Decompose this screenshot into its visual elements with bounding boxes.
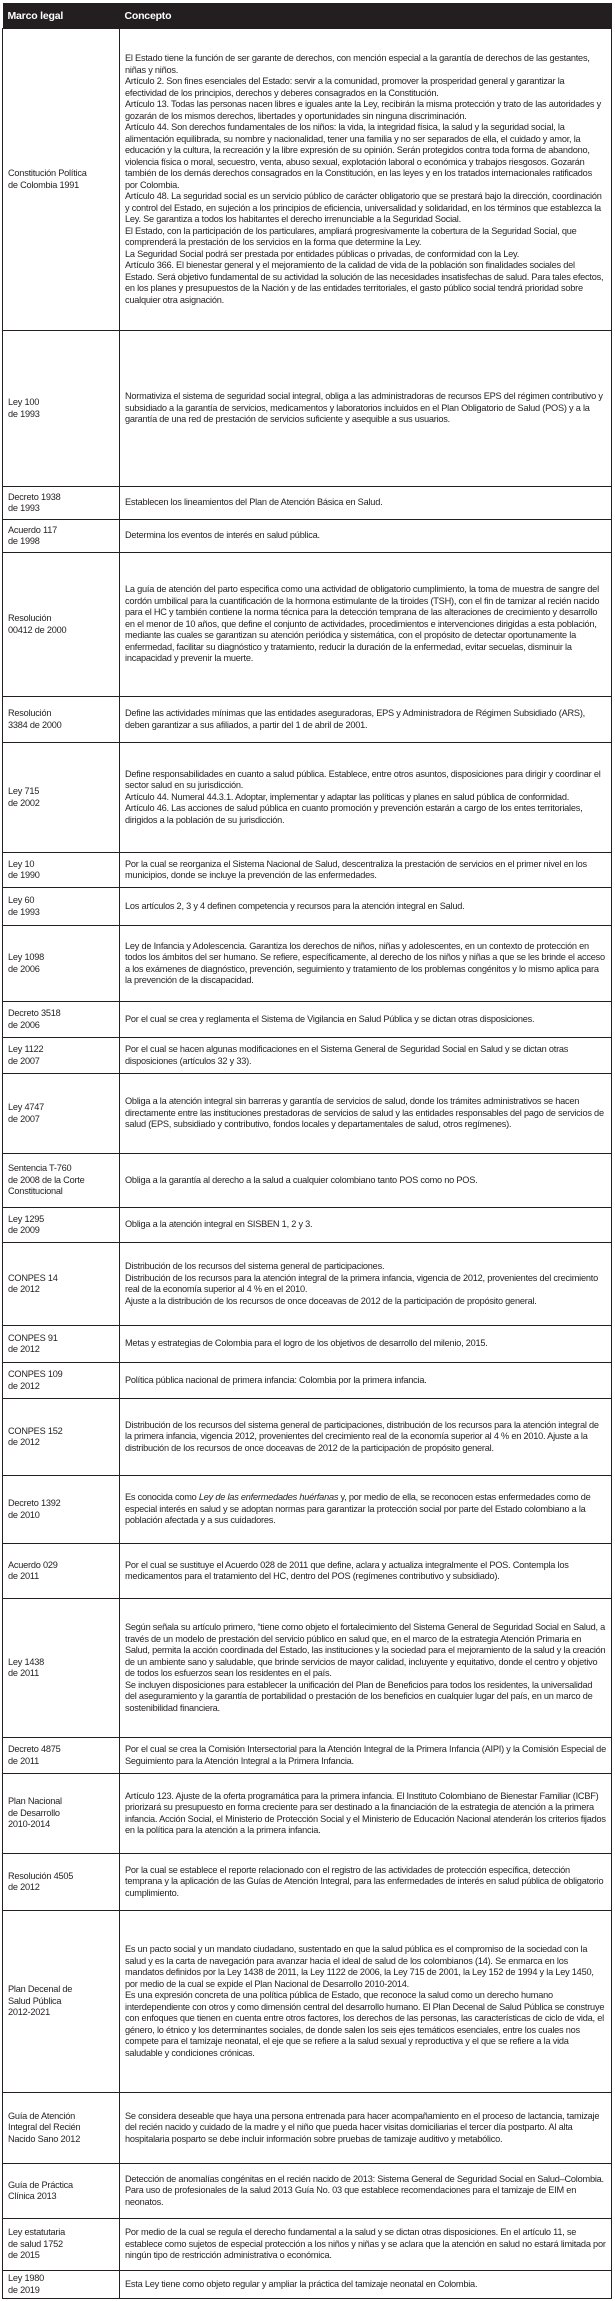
marco-legal-cell — [3, 29, 120, 331]
header-marco-legal: Marco legal — [3, 3, 120, 29]
concepto-paragraph: Detección de anomalías congénitas en el recién nacido de 2013: Sistema General de Seguridad Social en Salud–Colombia. Para uso de profesionales de la salud 2013 Guía No. 03 que establece recomendaciones para el tamizaje de EIM en neonatos. — [125, 2173, 604, 2207]
concepto-cell — [120, 926, 612, 1002]
concepto-paragraph: Por la cual se reorganiza el Sistema Nacional de Salud, descentraliza la prestación de servicios en el primer nivel en los municipios, donde se incluye la prevención de las enfermedades. — [125, 858, 587, 880]
table-row — [3, 888, 612, 926]
concepto-paragraph: Obliga a la atención integral sin barreras y garantía de servicios de salud, donde los trámites administrativos se hacen directamente entre las instituciones prestadoras de servicios de salud y las entidades responsables del pago de servicios de salud (EPS, subsidiado y contributivo, fondos locales y departamentales de salud, otros regímenes). — [125, 1096, 604, 1130]
marco-legal-line: de 2012 — [8, 1882, 40, 1892]
marco-legal-cell — [3, 1363, 120, 1399]
marco-legal-cell — [3, 553, 120, 697]
marco-legal-line: Decreto 1938 — [8, 491, 61, 502]
marco-legal-cell — [3, 520, 120, 553]
concepto-paragraph: Ley de Infancia y Adolescencia. Garantiza los derechos de niños, niñas y adolescentes, en un contexto de protección en todos los ámbitos del ser humano. Se refiere, específicamente, al derecho de los niños y niñas a que se les brinde el acceso a los exámenes de diagnóstico, prevención, seguimiento y tratamiento de los problemas congénitos y lo mismo aplica para la prevención de la discapacidad. — [125, 940, 605, 985]
concepto-cell — [120, 331, 612, 487]
table-row — [3, 1074, 612, 1154]
marco-legal-cell — [3, 1476, 120, 1544]
legal-framework-table — [2, 3, 612, 2299]
table-row — [3, 1544, 612, 1599]
marco-legal-cell — [3, 1208, 120, 1243]
marco-legal-line: Constitucional — [8, 1186, 63, 1197]
concepto-cell — [120, 1476, 612, 1544]
table-row — [3, 1002, 612, 1038]
concepto-cell — [120, 1544, 612, 1599]
marco-legal-line: Decreto 4875 — [8, 1744, 61, 1754]
marco-legal-line: Ley 1438 — [8, 1656, 45, 1667]
marco-legal-line: CONPES 152 — [8, 1425, 63, 1436]
concepto-cell — [120, 1326, 612, 1363]
marco-legal-line: Guía de Atención — [8, 2110, 75, 2121]
table-row — [3, 1911, 612, 2093]
concepto-paragraph: Es una expresión concreta de una política pública de Estado, que reconoce la salud como un derecho humano interdependiente con otros y como dimensión central del desarrollo humano. El Plan Decenal de Salud Pública se construye con enfoques que tienen en cuenta entre otros factores, los derechos de las personas, las características de ciclo de vida, el género, lo étnico y los determinantes sociales, de donde salen los seis ejes temáticos esenciales, entre los cuales nos compete para el tamizaje neonatal, el eje que se refiere a la salud sexual y reproductiva y el que se refiere a la vida saludable y condiciones crónicas. — [125, 1990, 605, 2058]
marco-legal-line: 00412 de 2000 — [8, 624, 67, 635]
concepto-paragraph: Normativiza el sistema de seguridad social integral, obliga a las administradoras de recursos EPS del régimen contributivo y subsidiado a la garantía de servicios, medicamentos y laboratorios incluidos en el Plan Obligatorio de Salud (POS) y a la garantía de una red de prestación de servicios suficiente y asequible a sus usuarios. — [125, 391, 603, 425]
marco-legal-line: Ley estatutaria — [8, 2227, 65, 2238]
table-row — [3, 1774, 612, 1854]
marco-legal-line: Ley 1295 — [8, 1213, 45, 1224]
concepto-paragraph: Se considera deseable que haya una persona entrenada para hacer acompañamiento en el proceso de lactancia, tamizaje del recién nacido y cuidado de la madre y el niño que pueda hacer visitas domiciliarias el tercer día postparto. Al alta hospitalaria posparto se debe incluir información sobre pruebas de tamizaje auditivo y metabólico. — [125, 2110, 600, 2144]
marco-legal-line: de 1993 — [8, 906, 40, 917]
marco-legal-line: Ley 1980 — [8, 2273, 45, 2283]
concepto-paragraph: Distribución de los recursos del sistema general de participaciones. — [125, 1261, 385, 1271]
marco-legal-line: Plan Decenal de — [8, 1984, 73, 1995]
concepto-paragraph — [125, 1492, 606, 1527]
marco-legal-cell — [3, 1154, 120, 1208]
marco-legal-line: de 2012 — [8, 1437, 40, 1447]
table-row — [3, 2164, 612, 2219]
marco-legal-line: Acuerdo 117 — [8, 524, 57, 535]
marco-legal-line: 2012-2021 — [8, 2007, 50, 2018]
concepto-cell — [120, 1002, 612, 1038]
concepto-paragraph: Se incluyen disposiciones para establecer la unificación del Plan de Beneficios para todos los residentes, la universalidad del aseguramiento y la garantía de portabilidad o prestación de los beneficios en cualquier lugar del país, en un marco de sostenibilidad financiera. — [125, 1679, 593, 1713]
table-row — [3, 1326, 612, 1363]
marco-legal-line: Decreto 3518 — [8, 1008, 61, 1018]
table-row — [3, 1363, 612, 1399]
marco-legal-line: de 2011 — [8, 1668, 39, 1678]
concepto-cell — [120, 1074, 612, 1154]
marco-legal-line: 2010-2014 — [8, 1819, 50, 1830]
concepto-text: y, por medio de ella, se reconocen estas enfermedades como de especial interés en salud y se adoptan normas para garantizar la protección social por parte del Estado colombiano a la población afectada y a sus cuidadores. — [125, 1492, 591, 1526]
marco-legal-line: de 2007 — [8, 1055, 40, 1066]
marco-legal-line: Ley 100 — [8, 397, 40, 407]
concepto-cell — [120, 853, 612, 888]
marco-legal-cell — [3, 743, 120, 853]
table-row — [3, 1476, 612, 1544]
table-row — [3, 2219, 612, 2271]
concepto-paragraph: El Estado tiene la función de ser garante de derechos, con mención especial a la garantía de derechos de las gestantes, niñas y niños. — [125, 53, 590, 75]
concepto-paragraph: Por el cual se hacen algunas modificaciones en el Sistema General de Seguridad Social en Salud y se dictan otras disposiciones (artículos 32 y 33). — [125, 1044, 569, 1066]
concepto-paragraph: Por el cual se sustituye el Acuerdo 028 de 2011 que define, aclara y actualiza integralmente el POS. Contempla los medicamentos para el tratamiento del HC, dentro del POS (regímenes contributivo y subsidiado). — [125, 1559, 569, 1581]
concepto-cell — [120, 2219, 612, 2271]
concepto-paragraph: Política pública nacional de primera infancia: Colombia por la primera infancia. — [125, 1374, 427, 1385]
table-row — [3, 553, 612, 697]
concepto-paragraph: Artículo 44. Numeral 44.3.1. Adoptar, implementar y adaptar las políticas y planes en salud pública de conformidad. — [125, 791, 570, 802]
marco-legal-line: 3384 de 2000 — [8, 719, 62, 730]
header-concepto: Concepto — [120, 3, 612, 29]
concepto-paragraph: Esta Ley tiene como objeto regular y ampliar la práctica del tamizaje neonatal en Colombia. — [125, 2278, 478, 2289]
table-row — [3, 331, 612, 487]
concepto-paragraph: Según señala su artículo primero, “tiene como objeto el fortalecimiento del Sistema General de Seguridad Social en Salud, a través de un modelo de prestación del servicio público en salud que, en el marco de la estrategia Atención Primaria en Salud, permita la acción coordinada del Estado, las instituciones y la sociedad para el mejoramiento de la salud y la creación de un ambiente sano y saludable, que brinde servicios de mayor calidad, incluyente y equitativo, donde el centro y objetivo de todos los esfuerzos sean los residentes en el país. — [125, 1622, 606, 1678]
table-row — [3, 1599, 612, 1738]
marco-legal-cell — [3, 1738, 120, 1774]
concepto-paragraph: El Estado, con la participación de los particulares, ampliará progresivamente la cobertura de la Seguridad Social, que comprenderá la prestación de los servicios en la forma que determine la Ley. — [125, 225, 577, 247]
marco-legal-cell — [3, 1399, 120, 1476]
marco-legal-line: Ley 60 — [8, 895, 35, 905]
concepto-paragraph: Define las actividades mínimas que las entidades aseguradoras, EPS y Administradora de Régimen Subsidiado (ARS), deben garantizar a sus afiliados, a partir del 1 de abril de 2001. — [125, 708, 586, 730]
marco-legal-line: de 2010 — [8, 1509, 40, 1520]
concepto-paragraph: Artículo 2. Son fines esenciales del Estado: servir a la comunidad, promover la prosperidad general y garantizar la efectividad de los principios, derechos y deberes consagrados en la Constitución. — [125, 76, 565, 98]
concepto-text: Es conocida como — [125, 1492, 199, 1503]
table-row — [3, 1208, 612, 1243]
marco-legal-line: Ley 10 — [8, 858, 35, 869]
concepto-paragraph: Artículo 13. Todas las personas nacen libres e iguales ante la Ley, recibirán la misma protección y trato de las autoridades y gozarán de los mismos derechos, libertades y oportunidades sin ninguna discriminación. — [125, 99, 601, 121]
concepto-cell — [120, 2164, 612, 2219]
marco-legal-cell — [3, 1002, 120, 1038]
marco-legal-line: Resolución 4505 — [8, 1870, 74, 1881]
concepto-paragraph: Artículo 48. La seguridad social es un servicio público de carácter obligatorio que se prestará bajo la dirección, coordinación y control del Estado, en sujeción a los principios de eficiencia, universalidad y solidaridad, en los términos que establezca la Ley. Se garantiza a todos los habitantes el derecho irrenunciable a la Seguridad Social. — [125, 191, 602, 224]
marco-legal-cell — [3, 1326, 120, 1363]
concepto-cell — [120, 520, 612, 553]
marco-legal-line: Clínica 2013 — [8, 2191, 57, 2201]
marco-legal-line: de 2007 — [8, 1113, 40, 1124]
marco-legal-line: de 2015 — [8, 2250, 40, 2261]
concepto-paragraph: Artículo 44. Son derechos fundamentales de los niños: la vida, la integridad física, la salud y la seguridad social, la alimentación equilibrada, su nombre y nacionalidad, tener una familia y no ser separados de ella, el cuidado y amor, la educación y la cultura, la recreación y la libre expresión de su opinión. Serán protegidos contra toda forma de abandono, violencia física o moral, secuestro, venta, abuso sexual, explotación laboral o económica y trabajos riesgosos. Gozarán también de los demás derechos consagrados en la Constitución, en las leyes y en los tratados internacionales ratificados por Colombia. — [125, 122, 592, 190]
table-row — [3, 520, 612, 553]
concepto-paragraph: Artículo 366. El bienestar general y el mejoramiento de la calidad de vida de la población son finalidades sociales del Estado. Será objetivo fundamental de su actividad la solución de las necesidades insatisfechas de salud. Para tales efectos, en los planes y presupuestos de la Nación y de las entidades territoriales, el gasto público social tendrá prioridad sobre cualquier otra asignación. — [125, 260, 604, 305]
concepto-paragraph: Distribución de los recursos para la atención integral de la primera infancia, vigencia de 2012, provenientes del crecimiento real de la economía superior al 4 % en el 2010. — [125, 1272, 598, 1294]
marco-legal-line: CONPES 109 — [8, 1369, 63, 1379]
concepto-cell — [120, 1399, 612, 1476]
concepto-paragraph: Obliga a la atención integral en SISBEN 1, 2 y 3. — [125, 1219, 313, 1230]
marco-legal-cell — [3, 331, 120, 487]
concepto-cell — [120, 1154, 612, 1208]
concepto-cell — [120, 1208, 612, 1243]
concepto-paragraph: Obliga a la garantía al derecho a la salud a cualquier colombiano tanto POS como no POS. — [125, 1174, 478, 1185]
marco-legal-line: de 2006 — [8, 963, 40, 974]
concepto-cell — [120, 1038, 612, 1074]
marco-legal-line: de 2002 — [8, 797, 40, 808]
concepto-cell — [120, 697, 612, 743]
concepto-paragraph: Artículo 123. Ajuste de la oferta programática para la primera infancia. El Instituto Colombiano de Bienestar Familiar (ICBF) priorizará su presupuesto en forma creciente para ser destinado a la financiación de la estrategia de atención a la primera infancia. Acción Social, el Ministerio de Protección Social y el Ministerio de Educación Nacional atenderán los criterios fijados en la política para la atención a la primera infancia. — [125, 1790, 606, 1835]
concepto-cell — [120, 1599, 612, 1738]
marco-legal-cell — [3, 1854, 120, 1911]
concepto-cell — [120, 2093, 612, 2164]
marco-legal-cell — [3, 2219, 120, 2271]
marco-legal-line: Integral del Recién — [8, 2122, 81, 2133]
table-row — [3, 1038, 612, 1074]
marco-legal-line: Ley 4747 — [8, 1102, 45, 1112]
marco-legal-line: Constitución Política — [8, 168, 87, 178]
marco-legal-cell — [3, 853, 120, 888]
concepto-paragraph: La guía de atención del parto especifica como una actividad de obligatorio cumplimiento, la toma de muestra de sangre del cordón umbilical para la cuantificación de la hormona estimulante de la tiroides (TSH), con el fin de tamizar al recién nacido para el HC y también contiene la norma técnica para la detección temprana de las alteraciones de crecimiento y desarrollo en el menor de 10 años, que define el conjunto de actividades, procedimientos e intervenciones dirigidas a esta población, mediante las cuales se garantizan su atención periódica y sistemática, con el propósito de detectar oportunamente la enfermedad, facilitar su diagnóstico y tratamiento, reducir la duración de la enfermedad, evitar secuelas, disminuir la incapacidad y prevenir la muerte. — [125, 584, 600, 664]
marco-legal-line: de 2012 — [8, 1284, 40, 1294]
marco-legal-line: de 1993 — [8, 408, 40, 419]
marco-legal-cell — [3, 926, 120, 1002]
concepto-paragraph: Define responsabilidades en cuanto a salud pública. Establece, entre otros asuntos, disposiciones para dirigir y coordinar el sector salud en su jurisdicción. — [125, 768, 601, 791]
marco-legal-cell — [3, 2164, 120, 2219]
concepto-paragraph: Por el cual se crea la Comisión Intersectorial para la Atención Integral de la Primera Infancia (AIPI) y la Comisión Especial de Seguimiento para la Atención Integral a la Primera Infancia. — [125, 1744, 606, 1766]
concepto-cell — [120, 553, 612, 697]
table-row — [3, 2271, 612, 2299]
marco-legal-line: CONPES 91 — [8, 1332, 58, 1343]
marco-legal-line: de 2019 — [8, 2284, 40, 2295]
marco-legal-cell — [3, 2093, 120, 2164]
marco-legal-cell — [3, 1599, 120, 1738]
marco-legal-cell — [3, 697, 120, 743]
marco-legal-line: Nacido Sano 2012 — [8, 2133, 81, 2144]
marco-legal-line: Ley 715 — [8, 786, 40, 796]
marco-legal-line: de 2009 — [8, 1225, 40, 1235]
concepto-cell — [120, 2271, 612, 2299]
marco-legal-cell — [3, 1774, 120, 1854]
marco-legal-line: Salud Pública — [8, 1995, 62, 2006]
concepto-cell — [120, 1243, 612, 1326]
concepto-cell — [120, 1363, 612, 1399]
marco-legal-cell — [3, 1243, 120, 1326]
table-row — [3, 926, 612, 1002]
concepto-cell — [120, 888, 612, 926]
table-header — [3, 3, 612, 29]
table-row — [3, 1154, 612, 1208]
table-row — [3, 2093, 612, 2164]
concepto-cell — [120, 487, 612, 520]
table-row — [3, 1399, 612, 1476]
marco-legal-line: Sentencia T-760 — [8, 1163, 72, 1174]
marco-legal-line: de 1998 — [8, 536, 40, 546]
concepto-paragraph: Los artículos 2, 3 y 4 definen competencia y recursos para la atención integral en Salud. — [125, 900, 465, 911]
concepto-cell — [120, 1774, 612, 1854]
concepto-paragraph: Artículo 46. Las acciones de salud pública en cuanto promoción y prevención estarán a cargo de los entes territoriales, dirigidos a la población de su jurisdicción. — [125, 803, 583, 825]
concepto-cell — [120, 743, 612, 853]
marco-legal-line: Resolución — [8, 708, 52, 718]
table-row — [3, 487, 612, 520]
marco-legal-line: de 2006 — [8, 1019, 40, 1030]
table-row — [3, 743, 612, 853]
concepto-paragraph: Ajuste a la distribución de los recursos de once doceavas de 2012 de la participación de propósito general. — [125, 1295, 537, 1306]
marco-legal-line: de 2008 de la Corte — [8, 1174, 85, 1185]
marco-legal-line: Guía de Práctica — [8, 2179, 73, 2190]
marco-legal-line: de 2011 — [8, 1571, 39, 1581]
marco-legal-line: Plan Nacional — [8, 1796, 62, 1807]
law-name-italic: Ley de las enfermedades huérfanas — [198, 1492, 339, 1503]
concepto-paragraph: Determina los eventos de interés en salud pública. — [125, 530, 320, 541]
table-row — [3, 697, 612, 743]
concepto-paragraph: Por medio de la cual se regula el derecho fundamental a la salud y se dictan otras disposiciones. En el artículo 11, se establece como sujetos de especial protección a los niños y niñas y se aclara que la atención en salud no estará limitada por ningún tipo de restricción administrativa o económica. — [125, 2227, 606, 2261]
concepto-cell — [120, 1911, 612, 2093]
marco-legal-line: de 2011 — [8, 1755, 39, 1766]
marco-legal-line: de salud 1752 — [8, 2238, 63, 2249]
marco-legal-line: Acuerdo 029 — [8, 1559, 58, 1570]
marco-legal-line: Ley 1122 — [8, 1044, 44, 1054]
marco-legal-line: de 2012 — [8, 1380, 40, 1391]
marco-legal-cell — [3, 487, 120, 520]
marco-legal-line: de 2012 — [8, 1344, 40, 1354]
marco-legal-line: Decreto 1392 — [8, 1498, 61, 1508]
concepto-paragraph: Por la cual se establece el reporte relacionado con el registro de las actividades de protección específica, detección temprana y la aplicación de las Guías de Atención Integral, para las enfermedades de interés en salud pública de obligatorio cumplimiento. — [125, 1864, 604, 1898]
table-row — [3, 853, 612, 888]
marco-legal-cell — [3, 1544, 120, 1599]
concepto-paragraph: Por el cual se crea y reglamenta el Sistema de Vigilancia en Salud Pública y se dictan otras disposiciones. — [125, 1013, 535, 1024]
concepto-paragraph: Es un pacto social y un mandato ciudadano, sustentado en que la salud pública es el compromiso de la sociedad con la salud y es la carta de navegación para avanzar hacia el ideal de salud de los colombianos (14). Se enmarca en los mandatos definidos por la Ley 1438 de 2011, la Ley 1122 de 2006, la Ley 715 de 2001, la Ley 152 de 1994 y la Ley 1450, por medio de la cual se expide el Plan Nacional de Desarrollo 2010-2014. — [125, 1944, 594, 1989]
marco-legal-line: CONPES 14 — [8, 1272, 58, 1283]
marco-legal-line: de Desarrollo — [8, 1807, 60, 1818]
marco-legal-cell — [3, 1038, 120, 1074]
marco-legal-line: de 1993 — [8, 503, 40, 513]
concepto-paragraph: Distribución de los recursos del sistema general de participaciones, distribución de los recursos para la atención integral de la primera infancia, vigencia 2012, provenientes del crecimiento real de la economía superior al 4 % en 2010. Ajuste a la distribución de los recursos de once doceavas de 2012 de la participación de propósito general. — [125, 1419, 599, 1453]
table-row — [3, 1243, 612, 1326]
marco-legal-cell — [3, 1911, 120, 2093]
concepto-paragraph: Metas y estrategias de Colombia para el logro de los objetivos de desarrollo del milenio, 2015. — [125, 1338, 488, 1349]
concepto-cell — [120, 29, 612, 331]
table-row — [3, 1854, 612, 1911]
table-row — [3, 1738, 612, 1774]
marco-legal-line: de 1990 — [8, 870, 40, 880]
concepto-cell — [120, 1854, 612, 1911]
concepto-paragraph: Establecen los lineamientos del Plan de Atención Básica en Salud. — [125, 497, 383, 508]
marco-legal-cell — [3, 888, 120, 926]
marco-legal-cell — [3, 1074, 120, 1154]
marco-legal-line: de Colombia 1991 — [8, 179, 80, 190]
marco-legal-line: Resolución — [8, 613, 52, 623]
concepto-paragraph: La Seguridad Social podrá ser prestada por entidades públicas o privadas, de conformidad con la Ley. — [125, 248, 520, 259]
table-row — [3, 29, 612, 331]
marco-legal-cell — [3, 2271, 120, 2299]
marco-legal-line: Ley 1098 — [8, 952, 45, 962]
concepto-cell — [120, 1738, 612, 1774]
